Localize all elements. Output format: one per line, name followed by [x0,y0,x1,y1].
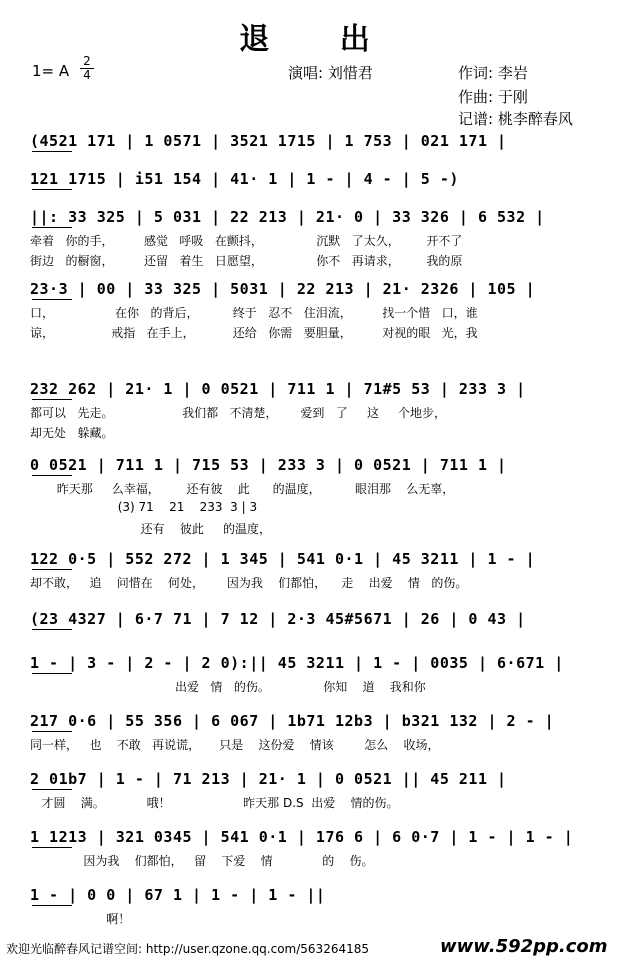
lyric-line: 出爱 情 的伤。 你知 道 我和你 [30,680,426,694]
beam-line [32,847,72,848]
notation-line: ||: 33 325 | 5 031 | 22 213 | 21· 0 | 33 326 | 6 532 | [30,208,545,226]
lyric-line: 却无处 躲藏。 [30,426,114,440]
composer-credit: 作曲: 于刚 [458,88,528,106]
notation-line: 232 262 | 21· 1 | 0 0521 | 711 1 | 71#5 53 | 233 3 | [30,380,526,398]
key-signature: 1= A [32,62,70,80]
lyric-line: 因为我 们都怕， 留 下爱 情 的 伤。 [30,854,374,868]
notation-line: 2 01b7 | 1 - | 71 213 | 21· 1 | 0 0521 || 45 211 | [30,770,507,788]
time-signature [80,56,94,81]
beam-line [32,673,72,674]
song-title: 退 出 [239,22,400,57]
notation-line: 217 0·6 | 55 356 | 6 067 | 1b71 12b3 | b321 132 | 2 - | [30,712,555,730]
lyric-line: 却不敢， 追 问惜在 何处， 因为我 们都怕， 走 出爱 情 的伤。 [30,576,468,590]
notation-line: 0 0521 | 711 1 | 715 53 | 233 3 | 0 0521 | 711 1 | [30,456,507,474]
lyric-line: 同一样， 也 不敢 再说谎， 只是 这份爱 情该 怎么 收场， [30,738,440,752]
notation-line: (23 4327 | 6·7 71 | 7 12 | 2·3 45#5671 | 26 | 0 43 | [30,610,526,628]
notation-line: 121 1715 | i51 154 | 41· 1 | 1 - | 4 - | 5 -) [30,170,459,188]
beam-line [32,189,72,190]
beam-line [32,789,72,790]
transcriber-credit: 记谱: 桃李醉春风 [458,110,573,128]
notation-line: 1 - | 0 0 | 67 1 | 1 - | 1 - || [30,886,326,904]
singer-credit: 演唱: 刘惜君 [288,64,373,82]
notation-line: 122 0·5 | 552 272 | 1 345 | 541 0·1 | 45 3211 | 1 - | [30,550,536,568]
lyric-line: 还有 彼此 的温度， [30,522,271,536]
beam-line [32,299,72,300]
lyric-line: 牵着 你的手， 感觉 呼吸 在颤抖， 沉默 了太久， 开不了 [30,234,463,248]
lyric-line: 街边 的橱窗， 还留 着生 日愿望， 你不 再请求， 我的原 [30,254,463,268]
time-signature-bottom: 4 [83,68,91,82]
lyric-line: 都可以 先走。 我们都 不清楚， 爱到 了 这 个地步， [30,406,447,420]
beam-line [32,905,72,906]
footer-logo: www.592pp.com [440,936,608,957]
beam-line [32,629,72,630]
beam-line [32,151,72,152]
beam-line [32,475,72,476]
lyric-line: 昨天那 么幸福， 还有彼 此 的温度， 眼泪那 么无辜， [30,482,455,496]
beam-line [32,731,72,732]
notation-line: 23·3 | 00 | 33 325 | 5031 | 22 213 | 21· 2326 | 105 | [30,280,536,298]
notation-line: 1 1213 | 321 0345 | 541 0·1 | 176 6 | 6 0·7 | 1 - | 1 - | [30,828,574,846]
beam-line [32,227,72,228]
lyric-line: 才圆 满。 哦！ 昨天那 D.S 出爱 情的伤。 [30,796,399,810]
lyric-line: 谅， 戒指 在手上， 还给 你需 要胆量， 对视的眼 光，我 [30,326,478,340]
time-signature-top: 2 [83,54,91,68]
beam-line [32,569,72,570]
lyricist-credit: 作词: 李岩 [458,64,528,82]
beam-line [32,399,72,400]
lyric-line: 口， 在你 的背后， 终于 忍不 住泪流， 找一个惜 口，谁 [30,306,478,320]
footer-text: 欢迎光临醉春风记谱空间: http://user.qzone.qq.com/563264185 [6,942,370,956]
notation-line: 1 - | 3 - | 2 - | 2 0):|| 45 3211 | 1 - | 0035 | 6·671 | [30,654,564,672]
lyric-line: (3) 71 21 233 3 | 3 [30,500,258,514]
notation-line: (4521 171 | 1 0571 | 3521 1715 | 1 753 | 021 171 | [30,132,507,150]
lyric-line: 啊！ [30,912,131,926]
